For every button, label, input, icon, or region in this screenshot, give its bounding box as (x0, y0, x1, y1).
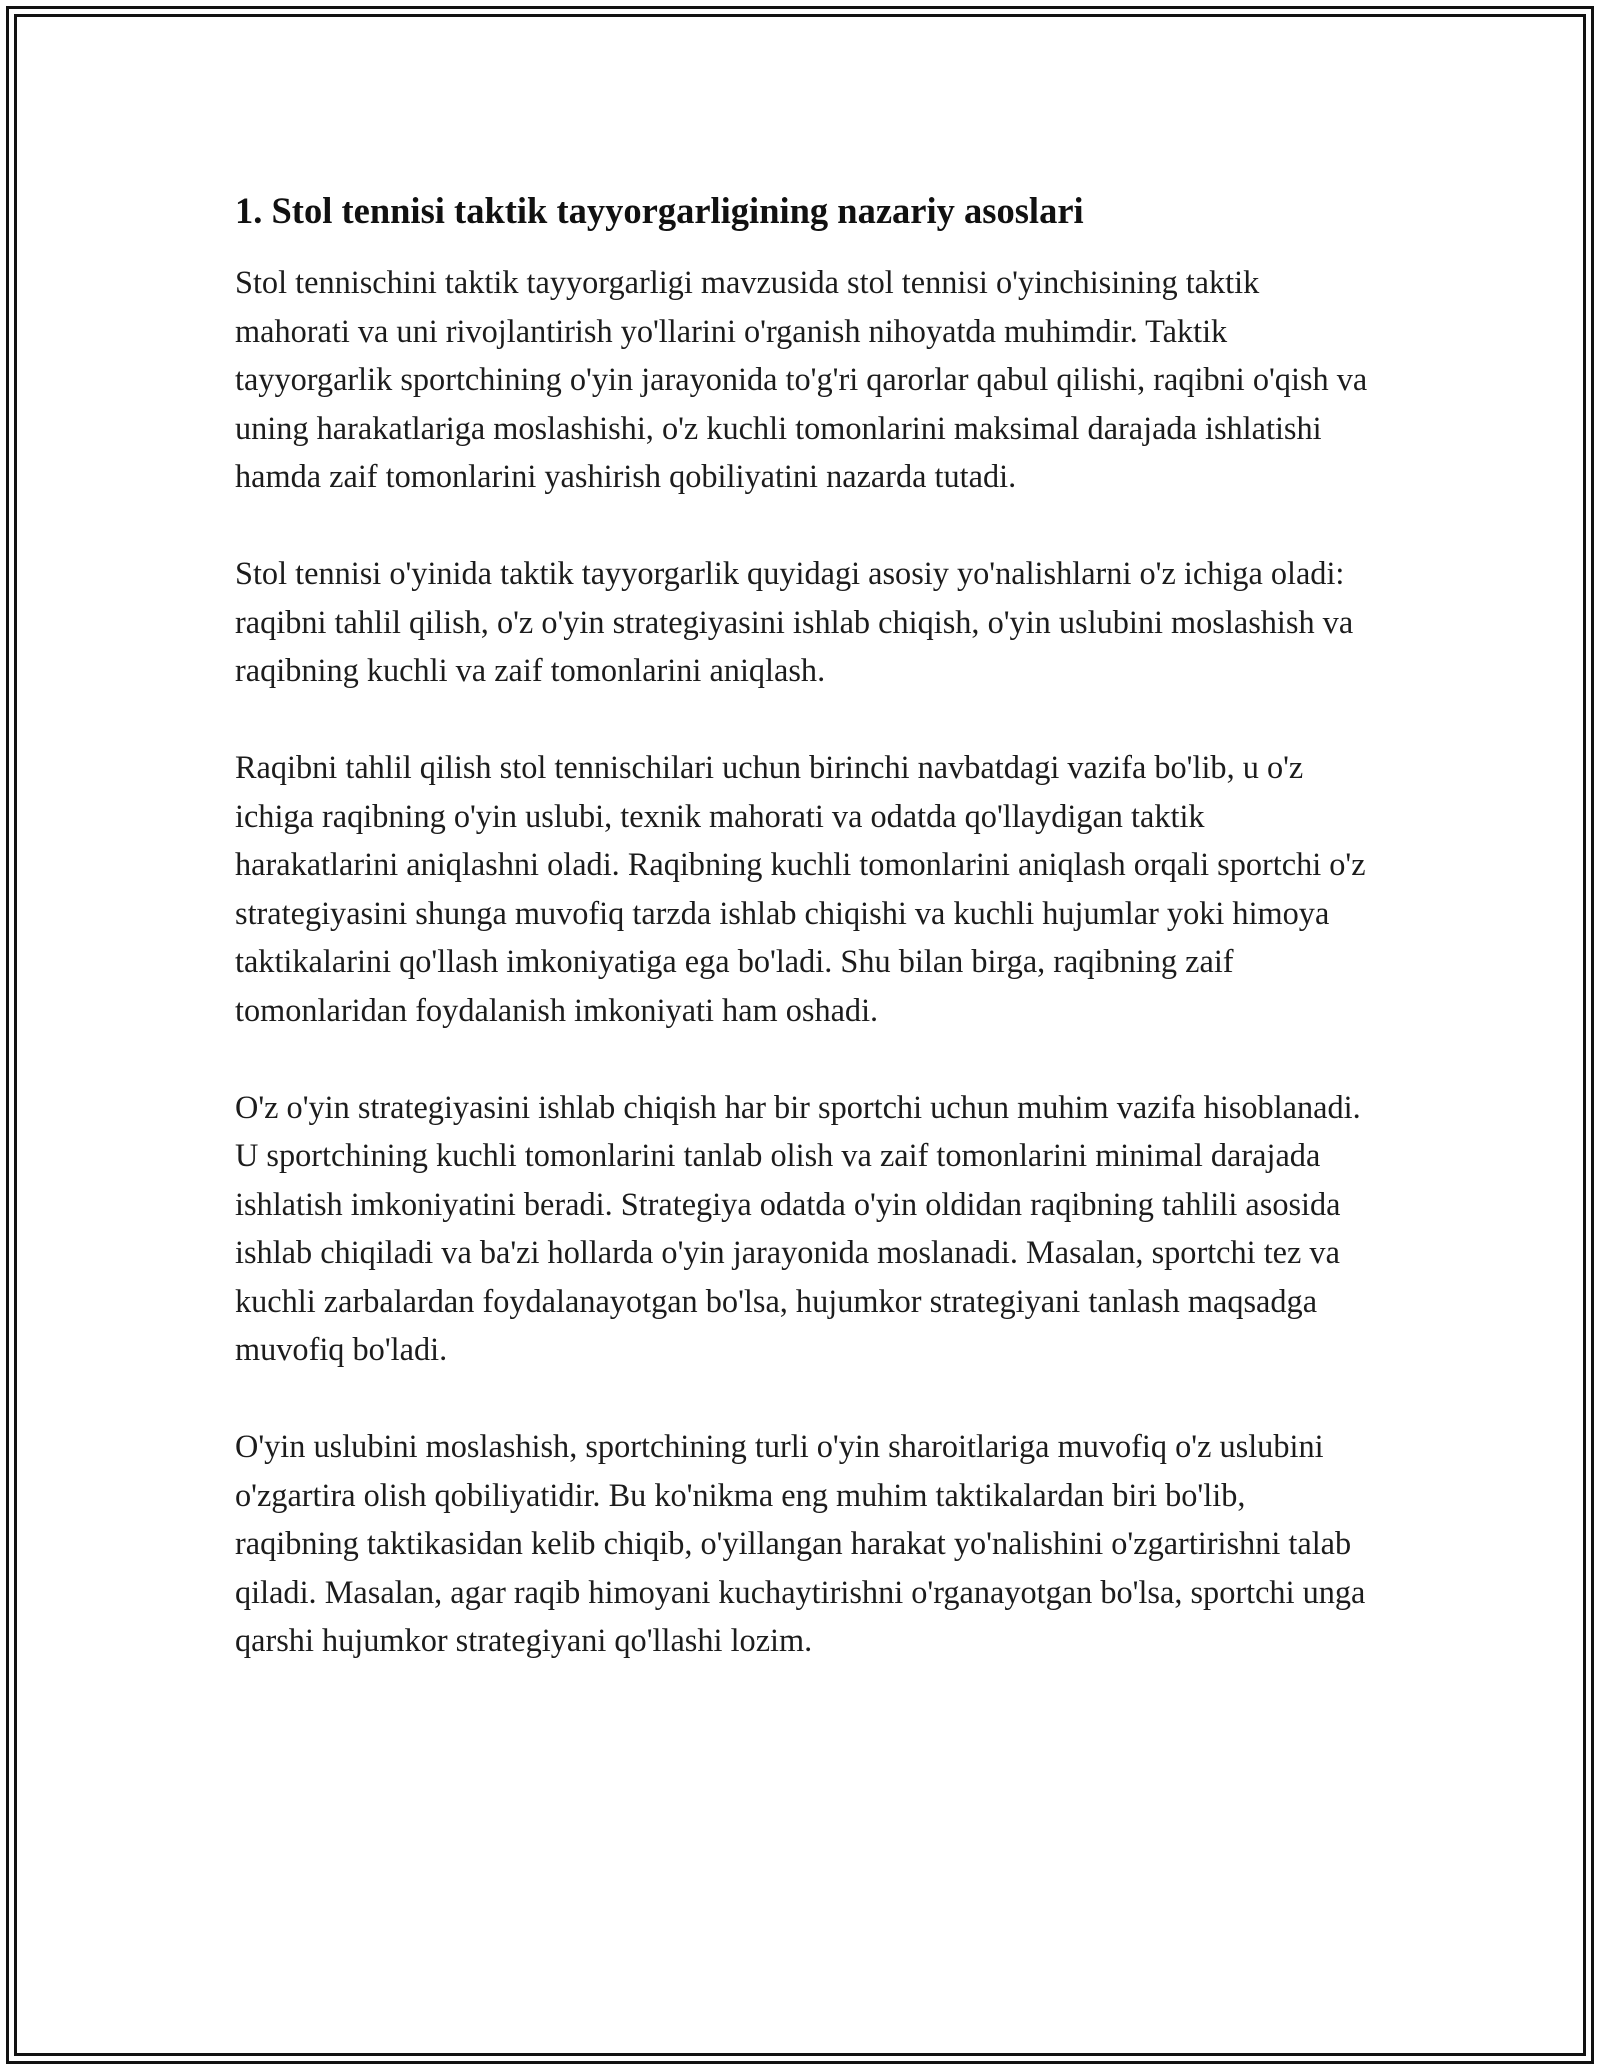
section-heading: 1. Stol tennisi taktik tayyorgarligining nazariy asoslari (235, 190, 1084, 231)
paragraph-opponent-analysis: Raqibni tahlil qilish stol tennischilari uchun birinchi navbatdagi vazifa bo'lib, u o'z ichiga raqibning o'yin uslubi, texnik mahorati va odatda qo'llaydigan taktik harakatlarini aniqlashni oladi. Raqibning kuchli tomonlarini aniqlash orqali sportchi o'z strategiyasini shunga muvofiq tarzda ishlab chiqishi va kuchli hujumlar yoki himoya taktikalarini qo'llash imkoniyatiga ega bo'ladi. Shu bilan birga, raqibning zaif tomonlaridan foydalanish imkoniyati ham oshadi. (235, 749, 1366, 1028)
paragraph-tactical-preparation-intro: Stol tennischini taktik tayyorgarligi mavzusida stol tennisi o'yinchisining taktik mahorati va uni rivojlantirish yo'llarini o'rganish nihoyatda muhimdir. Taktik tayyorgarlik sportchining o'yin jarayonida to'g'ri qarorlar qabul qilishi, raqibni o'qish va uning harakatlariga moslashishi, o'z kuchli tomonlarini maksimal darajada ishlatishi hamda zaif tomonlarini yashirish qobiliyatini nazarda tutadi. (235, 264, 1368, 494)
document-body (235, 188, 1375, 1713)
paragraph-style-adaptation: O'yin uslubini moslashish, sportchining turli o'yin sharoitlariga muvofiq o'z uslubini o'zgartira olish qobiliyatidir. Bu ko'nikma eng muhim taktikalardan biri bo'lib, raqibning taktikasidan kelib chiqib, o'yillangan harakat yo'nalishini o'zgartirishni talab qiladi. Masalan, agar raqib himoyani kuchaytirishni o'rganayotgan bo'lsa, sportchi unga qarshi hujumkor strategiyani qo'llashi lozim. (235, 1428, 1366, 1658)
paragraph-game-strategy: O'z o'yin strategiyasini ishlab chiqish har bir sportchi uchun muhim vazifa hisoblanadi. U sportchining kuchli tomonlarini tanlab olish va zaif tomonlarini minimal darajada ishlatish imkoniyatini beradi. Strategiya odatda o'yin oldidan raqibning tahlili asosida ishlab chiqiladi va ba'zi hollarda o'yin jarayonida moslanadi. Masalan, sportchi tez va kuchli zarbalardan foydalanayotgan bo'lsa, hujumkor strategiyani tanlash maqsadga muvofiq bo'ladi. (235, 1088, 1361, 1367)
paragraph-main-directions: Stol tennisi o'yinida taktik tayyorgarlik quyidagi asosiy yo'nalishlarni o'z ichiga oladi: raqibni tahlil qilish, o'z o'yin strategiyasini ishlab chiqish, o'yin uslubini moslashish va raqibning kuchli va zaif tomonlarini aniqlash. (235, 555, 1354, 688)
